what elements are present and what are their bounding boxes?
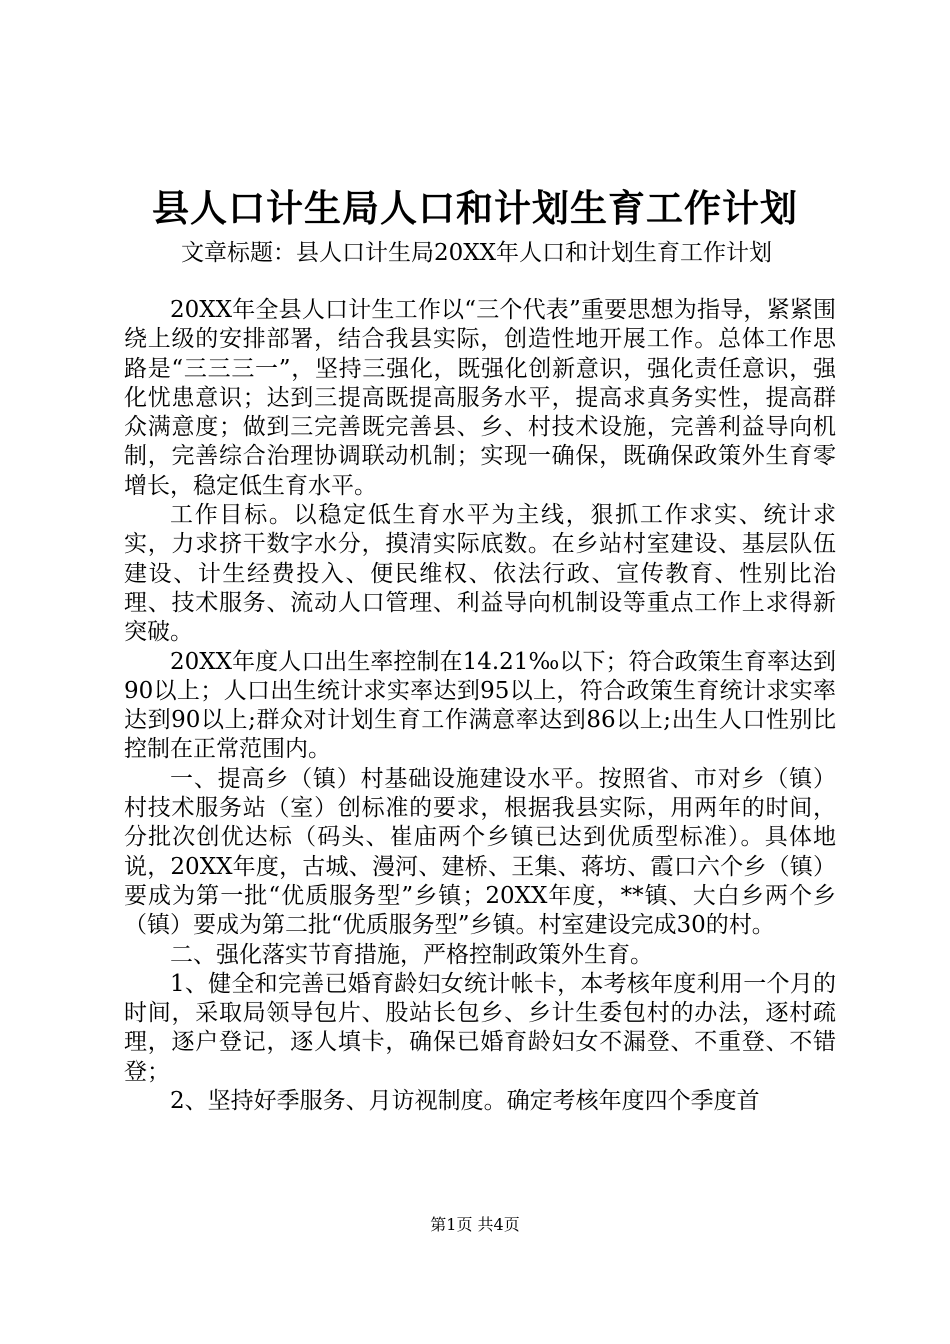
document-title: 县人口计生局人口和计划生育工作计划 xyxy=(152,187,798,230)
page-footer: 第1页 共4页 xyxy=(430,1215,520,1234)
paragraph-overview: 20XX年全县人口计生工作以“三个代表”重要思想为指导，紧紧围绕上级的安排部署，结合我县实际，创造性地开展工作。总体工作思路是“三三三一”，坚持三强化，既强化创新意识，强化责任意识，强化忧患意识；达到三提高既提高服务水平，提高求真务实性，提高群众满意度；做到三完善既完善县、乡、村技术设施，完善利益导向机制，完善综合治理协调联动机制；实现一确保，既确保政策外生育零增长，稳定低生育水平。 xyxy=(124,297,836,499)
paragraph-work-goals: 工作目标。以稳定低生育水平为主线，狠抓工作求实、统计求实，力求挤干数字水分，摸清实际底数。在乡站村室建设、基层队伍建设、计生经费投入、便民维权、依法行政、宣传教育、性别比治理、技术服务、流动人口管理、利益导向机制设等重点工作上求得新突破。 xyxy=(124,502,836,646)
document-body xyxy=(124,296,836,1116)
paragraph-section-one: 一、提高乡（镇）村基础设施建设水平。按照省、市对乡（镇）村技术服务站（室）创标准的要求，根据我县实际，用两年的时间，分批次创优达标（码头、崔庙两个乡镇已达到优质型标准）。具体地说，20XX年度，古城、漫河、建桥、王集、蒋坊、霞口六个乡（镇）要成为第一批“优质服务型”乡镇；20XX年度，**镇、大白乡两个乡（镇）要成为第二批“优质服务型”乡镇。村室建设完成30的村。 xyxy=(124,765,836,939)
paragraph-item-two: 2、坚持好季服务、月访视制度。确定考核年度四个季度首 xyxy=(170,1088,760,1115)
document-subtitle: 文章标题：县人口计生局20XX年人口和计划生育工作计划 xyxy=(181,240,773,266)
paragraph-targets: 20XX年度人口出生率控制在14.21‰以下；符合政策生育率达到90以上；人口出生统计求实率达到95以上，符合政策生育统计求实率达到90以上;群众对计划生育工作满意率达到86以上;出生人口性别比控制在正常范围内。 xyxy=(124,648,836,763)
paragraph-item-one: 1、健全和完善已婚育龄妇女统计帐卡，本考核年度利用一个月的时间，采取局领导包片、股站长包乡、乡计生委包村的办法，逐村疏理，逐户登记，逐人填卡，确保已婚育龄妇女不漏登、不重登、不错登； xyxy=(124,970,836,1085)
paragraph-section-two: 二、强化落实节育措施，严格控制政策外生育。 xyxy=(170,941,653,968)
